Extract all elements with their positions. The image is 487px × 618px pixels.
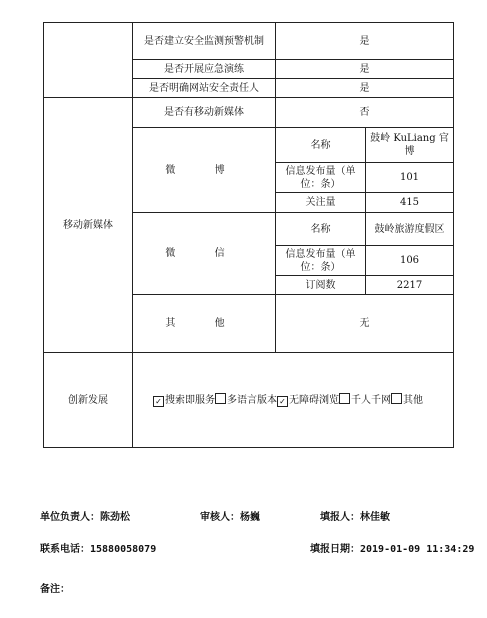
other-value: 无 — [276, 295, 454, 353]
other-label: 其 他 — [133, 295, 276, 353]
checkbox-icon[interactable] — [339, 393, 350, 404]
option-personalized[interactable]: 千人千网 — [339, 395, 391, 406]
weixin-subs-label: 订阅数 — [276, 276, 366, 295]
reviewer-line — [200, 508, 260, 523]
weixin-posts-label: 信息发布量（单位：条） — [276, 246, 366, 276]
table-row — [44, 23, 454, 60]
innovation-options — [133, 353, 454, 448]
date-line — [310, 540, 474, 555]
weibo-name-value: 鼓岭 KuLiang 官博 — [366, 128, 454, 163]
row-label-monitoring: 是否建立安全监测预警机制 — [133, 23, 276, 60]
weixin-label: 微 信 — [133, 213, 276, 295]
weixin-name-value: 鼓岭旅游度假区 — [366, 213, 454, 246]
note-label: 备注： — [40, 584, 70, 595]
checkbox-icon[interactable] — [391, 393, 402, 404]
option-search-as-service[interactable]: ✓ 搜索即服务 — [153, 395, 215, 406]
mobile-section-label: 移动新媒体 — [44, 98, 133, 353]
checkbox-checked-icon[interactable]: ✓ — [277, 396, 288, 407]
checkbox-icon[interactable] — [215, 393, 226, 404]
row-value-monitoring: 是 — [276, 23, 454, 60]
date-label: 填报日期： — [310, 544, 360, 555]
responsible-label: 单位负责人： — [40, 512, 100, 523]
section-cell-blank — [44, 23, 133, 98]
weibo-posts-label: 信息发布量（单位：条） — [276, 163, 366, 193]
option-accessibility[interactable]: ✓ 无障碍浏览 — [277, 395, 339, 406]
reviewer-label: 审核人： — [200, 512, 240, 523]
row-label-responsible: 是否明确网站安全责任人 — [133, 79, 276, 98]
weixin-posts-value: 106 — [366, 246, 454, 276]
date-value: 2019-01-09 11:34:29 — [360, 544, 475, 555]
weibo-label: 微 博 — [133, 128, 276, 213]
checkbox-checked-icon[interactable]: ✓ — [153, 396, 164, 407]
weibo-posts-value: 101 — [366, 163, 454, 193]
has-mobile-label: 是否有移动新媒体 — [133, 98, 276, 128]
row-label-drill: 是否开展应急演练 — [133, 60, 276, 79]
table-row — [44, 98, 454, 128]
responsible-line — [40, 508, 130, 523]
weibo-followers-label: 关注量 — [276, 193, 366, 213]
reviewer-value: 杨巍 — [240, 512, 260, 523]
table-row — [44, 353, 454, 448]
weibo-name-label: 名称 — [276, 128, 366, 163]
option-other[interactable]: 其他 — [391, 395, 423, 406]
report-table — [43, 22, 454, 448]
row-value-drill: 是 — [276, 60, 454, 79]
has-mobile-value: 否 — [276, 98, 454, 128]
weixin-name-label: 名称 — [276, 213, 366, 246]
phone-label: 联系电话： — [40, 544, 90, 555]
filler-value: 林佳敏 — [360, 512, 390, 523]
innovation-label: 创新发展 — [44, 353, 133, 448]
option-multilingual[interactable]: 多语言版本 — [215, 395, 277, 406]
phone-line — [40, 540, 156, 555]
weibo-followers-value: 415 — [366, 193, 454, 213]
filler-label: 填报人： — [320, 512, 360, 523]
weixin-subs-value: 2217 — [366, 276, 454, 295]
row-value-responsible: 是 — [276, 79, 454, 98]
responsible-value: 陈劲松 — [100, 512, 130, 523]
filler-line — [320, 508, 390, 523]
phone-value: 15880058079 — [90, 544, 157, 555]
